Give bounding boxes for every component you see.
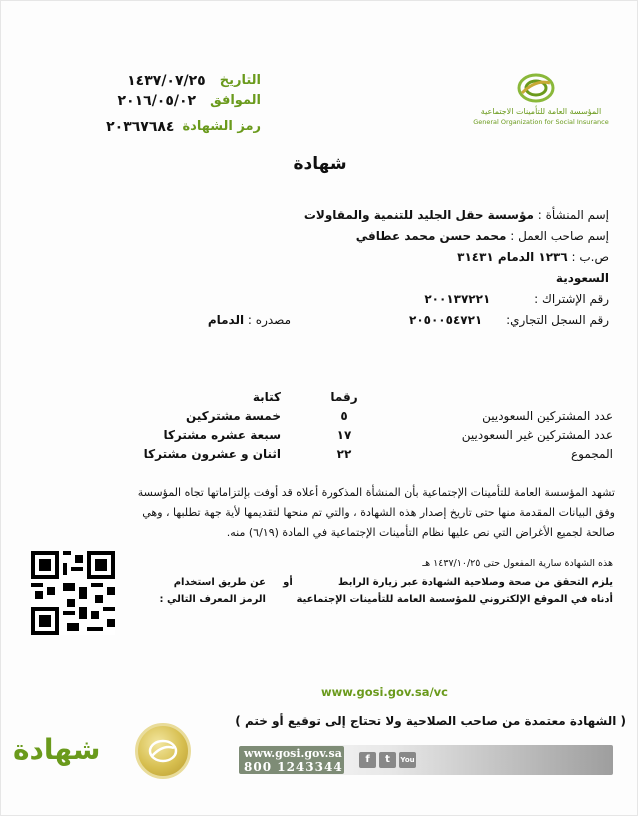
establishment-row bbox=[279, 208, 609, 229]
count-label: عدد المشتركين السعوديين bbox=[482, 409, 613, 423]
statement-line: وفق البيانات المقدمة منها حتى تاريخ إصدار هذه الشهادة ، والتي تم منحها لتقديمها لأية جهة تطلبها ، وهي bbox=[142, 506, 615, 519]
date-gregorian: ٢٠١٦/٠٥/٠٢ bbox=[117, 93, 197, 109]
cr-label: رقم السجل التجاري: bbox=[506, 313, 609, 327]
equivalent-label: الموافق bbox=[210, 93, 261, 108]
col-numeric-header: رقما bbox=[330, 390, 358, 404]
source-value: الدمام bbox=[207, 313, 245, 327]
subscription-row bbox=[279, 292, 609, 313]
verify-line-2: أدناه في الموقع الإلكتروني للمؤسسة العامة للتأمينات الإجتماعية bbox=[296, 594, 613, 605]
footer-contact-box bbox=[239, 746, 344, 774]
date-block bbox=[61, 73, 261, 139]
page-title: شهادة bbox=[293, 154, 347, 174]
col-written-header: كتابة bbox=[252, 390, 281, 404]
statement-line: صالحة لجميع الأغراض التي نص عليها نظام التأمينات الإجتماعية في المادة (٦/١٩) منه. bbox=[226, 526, 615, 539]
statement-paragraph bbox=[111, 483, 615, 543]
certificate-code: ٢٠٣٦٧٦٨٤ bbox=[106, 119, 175, 135]
establishment-label: إسم المنشأة : bbox=[537, 208, 609, 222]
count-numeric: ٥ bbox=[340, 409, 348, 423]
statement-line: تشهد المؤسسة العامة للتأمينات الإجتماعية بأن المنشأة المذكورة أعلاه قد أوفت بإلتزاماتها تجاه المؤسسة bbox=[137, 486, 615, 499]
verify-line-1: يلزم التحقق من صحة وصلاحية الشهادة عبر زيارة الرابط bbox=[338, 577, 613, 588]
footer-phone[interactable]: 800 1243344 bbox=[244, 760, 343, 774]
youtube-icon[interactable]: You bbox=[399, 752, 416, 768]
cr-row bbox=[279, 313, 609, 334]
source-row bbox=[121, 313, 291, 327]
count-written: سبعة عشره مشتركا bbox=[163, 428, 281, 442]
po-box-label: ص.ب : bbox=[571, 250, 609, 264]
source-label: مصدره : bbox=[247, 313, 291, 327]
footer-website[interactable]: www.gosi.gov.sa bbox=[244, 747, 342, 760]
owner-row bbox=[279, 229, 609, 250]
certificate-seal-icon bbox=[135, 723, 191, 779]
gosi-logo bbox=[466, 71, 616, 131]
po-box-row bbox=[279, 250, 609, 271]
cr-value: ٢٠٥٠٠٥٤٧٢١ bbox=[409, 313, 483, 327]
logo-english-name: General Organization for Social Insurance bbox=[473, 118, 609, 126]
count-written: خمسة مشتركين bbox=[185, 409, 281, 423]
owner-value: محمد حسن محمد عطافي bbox=[355, 229, 507, 243]
validity-note: هذه الشهادة سارية المفعول حتى ١٤٣٧/١٠/٢٥ هـ bbox=[422, 558, 613, 569]
info-block bbox=[279, 208, 609, 334]
logo-arabic-name: المؤسسة العامة للتأمينات الاجتماعية bbox=[480, 107, 602, 116]
count-numeric: ٢٢ bbox=[336, 447, 352, 461]
subscription-label: رقم الإشتراك : bbox=[534, 292, 609, 306]
verification-link[interactable]: www.gosi.gov.sa/vc bbox=[321, 685, 448, 699]
count-label: عدد المشتركين غير السعوديين bbox=[461, 428, 613, 442]
twitter-icon[interactable]: t bbox=[379, 752, 396, 768]
count-label: المجموع bbox=[571, 447, 613, 461]
alt-line-2: الرمز المعرف التالي : bbox=[159, 594, 266, 605]
date-label: التاريخ bbox=[219, 73, 261, 88]
facebook-icon[interactable]: f bbox=[359, 752, 376, 768]
or-label: أو bbox=[283, 577, 293, 588]
owner-label: إسم صاحب العمل : bbox=[510, 229, 609, 243]
count-numeric: ١٧ bbox=[336, 428, 352, 442]
count-written: اثنان و عشرون مشتركا bbox=[143, 447, 281, 461]
brand-wordmark: شهادة bbox=[13, 733, 101, 766]
gosi-logo-icon bbox=[516, 71, 556, 105]
certificate-code-label: رمز الشهادة bbox=[182, 119, 261, 134]
po-box-value: ١٢٣٦ الدمام ٣١٤٣١ bbox=[457, 250, 568, 264]
country-row bbox=[279, 271, 609, 292]
verification-qr-code[interactable] bbox=[31, 551, 115, 635]
disclaimer: ( الشهادة معتمدة من صاحب الصلاحية ولا تحتاج إلى توقيع أو ختم ) bbox=[235, 714, 626, 728]
alt-line-1: عن طريق استخدام bbox=[173, 577, 266, 588]
establishment-value: مؤسسة حقل الجليد للتنمية والمقاولات bbox=[303, 208, 534, 222]
country-value: السعودية bbox=[555, 271, 609, 285]
date-hijri: ١٤٣٧/٠٧/٢٥ bbox=[127, 73, 206, 89]
subscription-value: ٢٠٠١٣٧٢٢١ bbox=[424, 292, 491, 306]
